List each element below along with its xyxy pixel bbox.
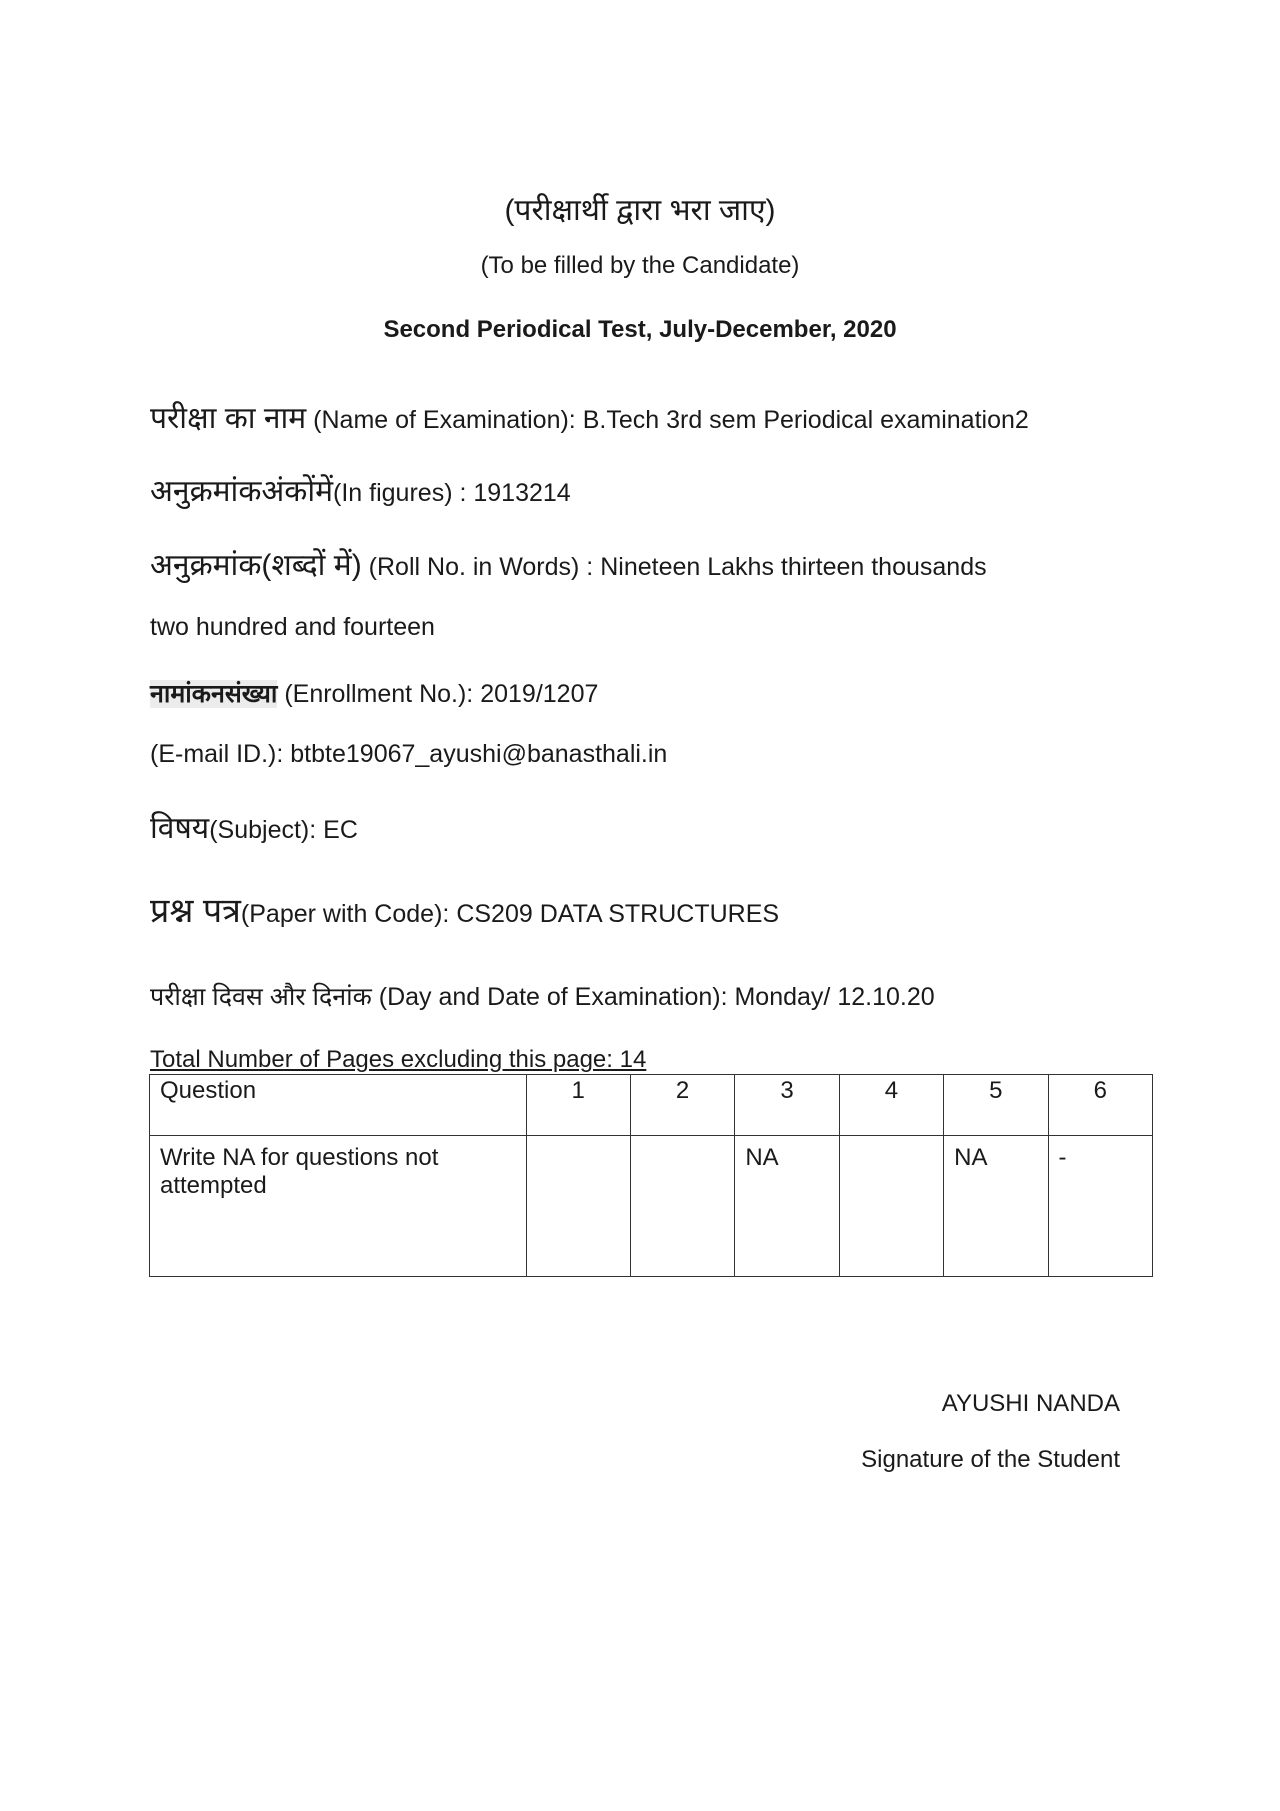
subject-label-hindi: विषय xyxy=(150,812,210,845)
student-name: AYUSHI NANDA xyxy=(941,1390,1120,1417)
subject-label: (Subject): xyxy=(209,816,317,844)
paper-label-hindi: प्रश्न पत्र xyxy=(150,892,241,930)
exam-date-value: Monday/ 12.10.20 xyxy=(734,983,935,1011)
exam-name-value: B.Tech 3rd sem Periodical examination2 xyxy=(582,406,1029,434)
question-attempt-table xyxy=(149,1074,1153,1277)
form-hindi-title: (परीक्षार्थी द्वारा भरा जाए) xyxy=(504,194,776,227)
attempt-status-cell: - xyxy=(1048,1136,1152,1277)
roll-words-label-hindi: अनुक्रमांक(शब्दों में) xyxy=(150,549,362,582)
attempt-status-cell: NA xyxy=(944,1136,1048,1277)
question-number-cell: 3 xyxy=(735,1075,839,1136)
question-number-cell: 1 xyxy=(526,1075,630,1136)
attempt-instruction-cell: Write NA for questions not attempted xyxy=(150,1136,527,1277)
roll-figures-label-hindi: अनुक्रमांकअंकोंमें xyxy=(150,475,334,508)
email-value: btbte19067_ayushi@banasthali.in xyxy=(290,740,668,768)
question-number-cell: 4 xyxy=(839,1075,943,1136)
attempt-status-cell xyxy=(630,1136,734,1277)
attempt-status-cell xyxy=(526,1136,630,1277)
enrollment-value: 2019/1207 xyxy=(480,680,599,708)
paper-label: (Paper with Code): xyxy=(240,900,450,928)
roll-figures-value: 1913214 xyxy=(473,479,571,507)
exam-date-label: (Day and Date of Examination): xyxy=(378,983,728,1011)
exam-date-label-hindi: परीक्षा दिवस और दिनांक xyxy=(150,983,372,1011)
exam-name-field xyxy=(150,396,1029,437)
question-number-cell: 6 xyxy=(1048,1075,1152,1136)
exam-date-field xyxy=(150,979,935,1013)
enrollment-field xyxy=(150,676,598,710)
question-number-cell: 5 xyxy=(944,1075,1048,1136)
roll-words-label: (Roll No. in Words) : xyxy=(368,553,594,581)
subject-field xyxy=(150,806,358,847)
email-field xyxy=(150,740,667,769)
exam-name-label-hindi: परीक्षा का नाम xyxy=(150,402,307,435)
roll-figures-field xyxy=(150,469,571,510)
roll-words-value: Nineteen Lakhs thirteen thousands xyxy=(600,553,987,581)
attempt-status-cell: NA xyxy=(735,1136,839,1277)
total-pages-label: Total Number of Pages excluding this page: 14 xyxy=(150,1046,647,1073)
question-number-cell: 2 xyxy=(630,1075,734,1136)
paper-field xyxy=(150,886,779,932)
question-header-cell: Question xyxy=(150,1075,527,1136)
roll-words-value-continued: two hundred and fourteen xyxy=(150,613,435,641)
attempt-status-cell xyxy=(839,1136,943,1277)
exam-name-label: (Name of Examination): xyxy=(313,406,576,434)
paper-value: CS209 DATA STRUCTURES xyxy=(456,900,780,928)
form-english-subtitle: (To be filled by the Candidate) xyxy=(480,252,800,279)
signature-label: Signature of the Student xyxy=(861,1446,1120,1473)
roll-figures-label: (In figures) : xyxy=(333,479,467,507)
attempt-status-row xyxy=(150,1136,1153,1277)
subject-value: EC xyxy=(323,816,358,844)
enrollment-label-hindi: नामांकनसंख्या xyxy=(150,680,278,708)
question-number-row xyxy=(150,1075,1153,1136)
enrollment-label: (Enrollment No.): xyxy=(284,680,474,708)
roll-words-field xyxy=(150,543,987,584)
email-label: (E-mail ID.): xyxy=(150,740,284,768)
test-title: Second Periodical Test, July-December, 2020 xyxy=(383,316,897,343)
